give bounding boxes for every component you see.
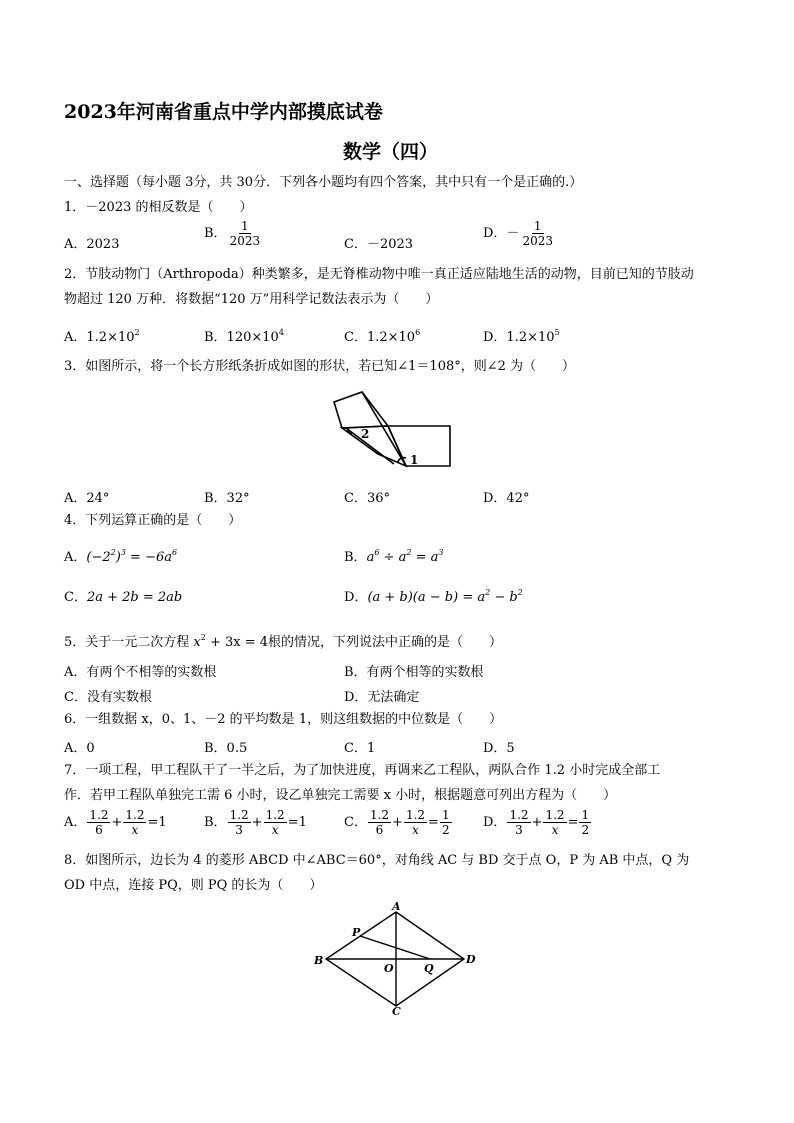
- q2-c-exp: 6: [415, 328, 421, 337]
- q5-option-a: A．有两个不相等的实数根: [64, 665, 217, 680]
- q7-b-frac2-den: x: [271, 823, 279, 837]
- q7-a-frac1: [87, 808, 110, 837]
- q7-a-eq: =: [147, 815, 159, 830]
- q4-b-mid: ÷ a: [379, 550, 407, 565]
- q8-rhombus-figure: [308, 902, 488, 1018]
- q3-angle1-label: 1: [410, 453, 419, 467]
- q2-d-exp: 5: [554, 328, 560, 337]
- q8-label-o: O: [384, 962, 394, 975]
- q4-b-exp1: 6: [374, 548, 380, 557]
- q4-c-math: 2a + 2b = 2ab: [86, 590, 183, 605]
- q6-option-a: A．0: [64, 741, 95, 756]
- q7-b-frac2: [264, 808, 287, 837]
- q7-option-b: [204, 808, 307, 837]
- q1-option-c: C．－2023: [344, 237, 414, 252]
- q3-option-c: C．36°: [344, 491, 390, 506]
- q7-c-rhs: [440, 808, 452, 837]
- q4-d-base: (a + b)(a − b) = a: [367, 590, 486, 605]
- q4-a-prefix: A．: [64, 550, 87, 565]
- q2-line2: 物超过 120 万种．将数据“120 万”用科学记数法表示为（ ）: [64, 292, 439, 307]
- q4-option-d: [344, 586, 523, 605]
- q1-d-prefix: D．－: [483, 226, 520, 241]
- q7-c-eq: =: [428, 815, 439, 830]
- q3-option-a: A．24°: [64, 491, 110, 506]
- q4-b-rest: = a: [411, 550, 439, 565]
- q5-option-d: D．无法确定: [344, 690, 420, 705]
- q7-option-c: [344, 808, 453, 837]
- q3-stem: 3．如图所示，将一个长方形纸条折成如图的形状，若已知∠1＝108°，则∠2 为（ ）: [64, 359, 576, 374]
- q8-label-a: A: [392, 902, 401, 913]
- q4-b-prefix: B．: [344, 550, 367, 565]
- q2-option-d: [483, 326, 560, 345]
- q5-stem-x: x: [193, 635, 201, 650]
- q7-a-frac1-num: 1.2: [89, 808, 109, 822]
- q3-strip-right: [388, 426, 450, 466]
- q4-b-math: [367, 550, 444, 565]
- exam-title: 2023年河南省重点中学内部摸底试卷: [64, 101, 383, 123]
- q7-d-frac1-num: 1.2: [509, 808, 529, 822]
- q2-option-a: [64, 326, 140, 345]
- q4-a-base: (−2: [86, 550, 111, 565]
- q7-c-prefix: C．: [344, 815, 367, 830]
- q7-c-rhs-den: 2: [441, 823, 450, 837]
- q7-d-frac2-den: x: [551, 823, 559, 837]
- q8-label-q: Q: [424, 962, 434, 975]
- q7-a-frac2-den: x: [131, 823, 139, 837]
- q6-stem: 6．一组数据 x，0、1、－2 的平均数是 1，则这组数据的中位数是（ ）: [64, 712, 503, 727]
- q8-line2: OD 中点，连接 PQ，则 PQ 的长为（ ）: [64, 878, 323, 893]
- q4-d-exp1: 2: [485, 588, 491, 597]
- q4-c-prefix: C．: [64, 590, 87, 605]
- q4-option-a: [64, 546, 177, 565]
- q7-d-frac2: [543, 808, 566, 837]
- q7-c-frac2-den: x: [412, 823, 419, 837]
- q8-label-b: B: [314, 954, 324, 967]
- q7-b-eq: =: [287, 815, 299, 830]
- q2-b-exp: 4: [278, 328, 284, 337]
- q3-option-d: D．42°: [483, 491, 530, 506]
- q5-option-b: B．有两个相等的实数根: [344, 665, 484, 680]
- q4-b-exp2: 2: [406, 548, 412, 557]
- q7-c-frac2-num: 1.2: [405, 808, 426, 822]
- q1-b-prefix: B．: [204, 226, 227, 241]
- q7-d-eq: =: [567, 815, 579, 830]
- q3-angle2-label: 2: [361, 427, 370, 441]
- q1-d-num: 1: [533, 219, 542, 233]
- q8-label-d: D: [466, 953, 476, 966]
- q7-b-frac1-num: 1.2: [229, 808, 249, 822]
- q1-d-fraction: [520, 219, 555, 248]
- q7-a-prefix: A．: [64, 815, 87, 830]
- q1-option-a: A．2023: [64, 237, 120, 252]
- q5-stem-post: + 3x = 4根的情况，下列说法中正确的是（ ）: [205, 635, 503, 650]
- q7-b-prefix: B．: [204, 815, 227, 830]
- q1-d-den: 2023: [522, 234, 553, 248]
- q4-stem: 4．下列运算正确的是（ ）: [64, 513, 242, 528]
- q4-d-prefix: D．: [344, 590, 368, 605]
- q7-option-d: [483, 808, 592, 837]
- q1-b-num: 1: [241, 219, 249, 233]
- q7-c-frac1-den: 6: [375, 823, 384, 837]
- q2-option-b: [204, 326, 284, 345]
- q7-c-frac1-num: 1.2: [369, 808, 390, 822]
- q6-option-c: C．1: [344, 741, 376, 756]
- q4-a-exp1: 2: [110, 548, 116, 557]
- section-heading: 一、选择题（每小题 3分，共 30分．下列各小题均有四个答案，其中只有一个是正确的.）: [64, 175, 583, 190]
- q1-option-b: [204, 219, 263, 248]
- exam-subtitle: 数学（四）: [343, 141, 439, 163]
- q2-b-text: B．120×10: [204, 330, 279, 345]
- q1-b-fraction: [228, 219, 263, 248]
- q4-b-base: a: [366, 550, 375, 565]
- q7-d-frac1-den: 3: [515, 823, 523, 837]
- q2-a-exp: 2: [134, 328, 140, 337]
- q7-d-frac1: [507, 808, 530, 837]
- q7-b-frac1: [228, 808, 251, 837]
- q4-b-exp3: 3: [438, 548, 444, 557]
- q7-c-frac2: [404, 808, 427, 837]
- q7-d-rhs: [579, 808, 591, 837]
- q2-a-text: A．1.2×10: [64, 330, 135, 345]
- q7-a-frac1-den: 6: [95, 823, 103, 837]
- q1-b-den: 2023: [229, 234, 261, 248]
- q7-b-frac2-num: 1.2: [265, 808, 285, 822]
- q7-c-plus: +: [392, 815, 403, 830]
- q7-b-rhs: 1: [298, 815, 307, 830]
- q4-a-math: [86, 550, 177, 565]
- q6-option-d: D．5: [483, 741, 515, 756]
- q5-stem-pre: 5．关于一元二次方程: [64, 635, 194, 650]
- q3-option-b: B．32°: [204, 491, 250, 506]
- q1-option-d: [483, 219, 556, 248]
- q7-c-frac1: [368, 808, 391, 837]
- q7-a-plus: +: [111, 815, 123, 830]
- q7-d-rhs-num: 1: [581, 808, 590, 822]
- q2-d-text: D．1.2×10: [483, 330, 555, 345]
- q8-line1: 8．如图所示，边长为 4 的菱形 ABCD 中∠ABC＝60°，对角线 AC 与 BD 交于点 O，P 为 AB 中点，Q 为: [64, 853, 690, 868]
- q7-b-frac1-den: 3: [235, 823, 243, 837]
- q4-d-exp2: 2: [517, 588, 523, 597]
- q7-line2: 作．若甲工程队单独完工需 6 小时，设乙单独完工需要 x 小时，根据题意可列出方程为（ ）: [64, 788, 617, 803]
- q8-label-c: C: [392, 1005, 401, 1018]
- q4-option-c: [64, 586, 182, 605]
- q7-b-plus: +: [251, 815, 263, 830]
- q7-a-frac2-num: 1.2: [125, 808, 145, 822]
- q3-folded-strip-figure: [326, 388, 456, 472]
- q1-stem: 1．－2023 的相反数是（ ）: [64, 200, 253, 215]
- q4-d-math: [367, 590, 522, 605]
- q7-c-rhs-num: 1: [441, 808, 450, 822]
- q4-a-exp2: 3: [120, 548, 126, 557]
- q7-option-a: [64, 808, 167, 837]
- q7-d-prefix: D．: [483, 815, 507, 830]
- q4-a-rest: = −6a: [125, 550, 172, 565]
- q5-option-c: C．没有实数根: [64, 690, 152, 705]
- q4-d-rest: − b: [490, 590, 518, 605]
- q4-a-paren: ): [115, 550, 121, 565]
- q7-d-frac2-num: 1.2: [545, 808, 565, 822]
- q7-line1: 7．一项工程，甲工程队干了一半之后，为了加快进度，再调来乙工程队，两队合作 1.2 小时完成全部工: [64, 763, 661, 778]
- q2-line1: 2．节肢动物门（Arthropoda）种类繁多，是无脊椎动物中唯一真正适应陆地生活的动物，目前已知的节肢动: [64, 267, 694, 282]
- q4-option-b: [344, 546, 443, 565]
- q2-option-c: [344, 326, 420, 345]
- q8-segment-pq: [360, 936, 430, 959]
- q2-c-text: C．1.2×10: [344, 330, 416, 345]
- q7-a-rhs: 1: [158, 815, 167, 830]
- q8-label-p: P: [352, 926, 361, 939]
- q5-stem-exp: 2: [200, 633, 206, 642]
- q4-a-exp3: 6: [171, 548, 178, 557]
- q6-option-b: B．0.5: [204, 741, 248, 756]
- q7-d-rhs-den: 2: [581, 823, 590, 837]
- q7-a-frac2: [123, 808, 146, 837]
- q7-d-plus: +: [531, 815, 543, 830]
- q5-stem: [64, 629, 502, 652]
